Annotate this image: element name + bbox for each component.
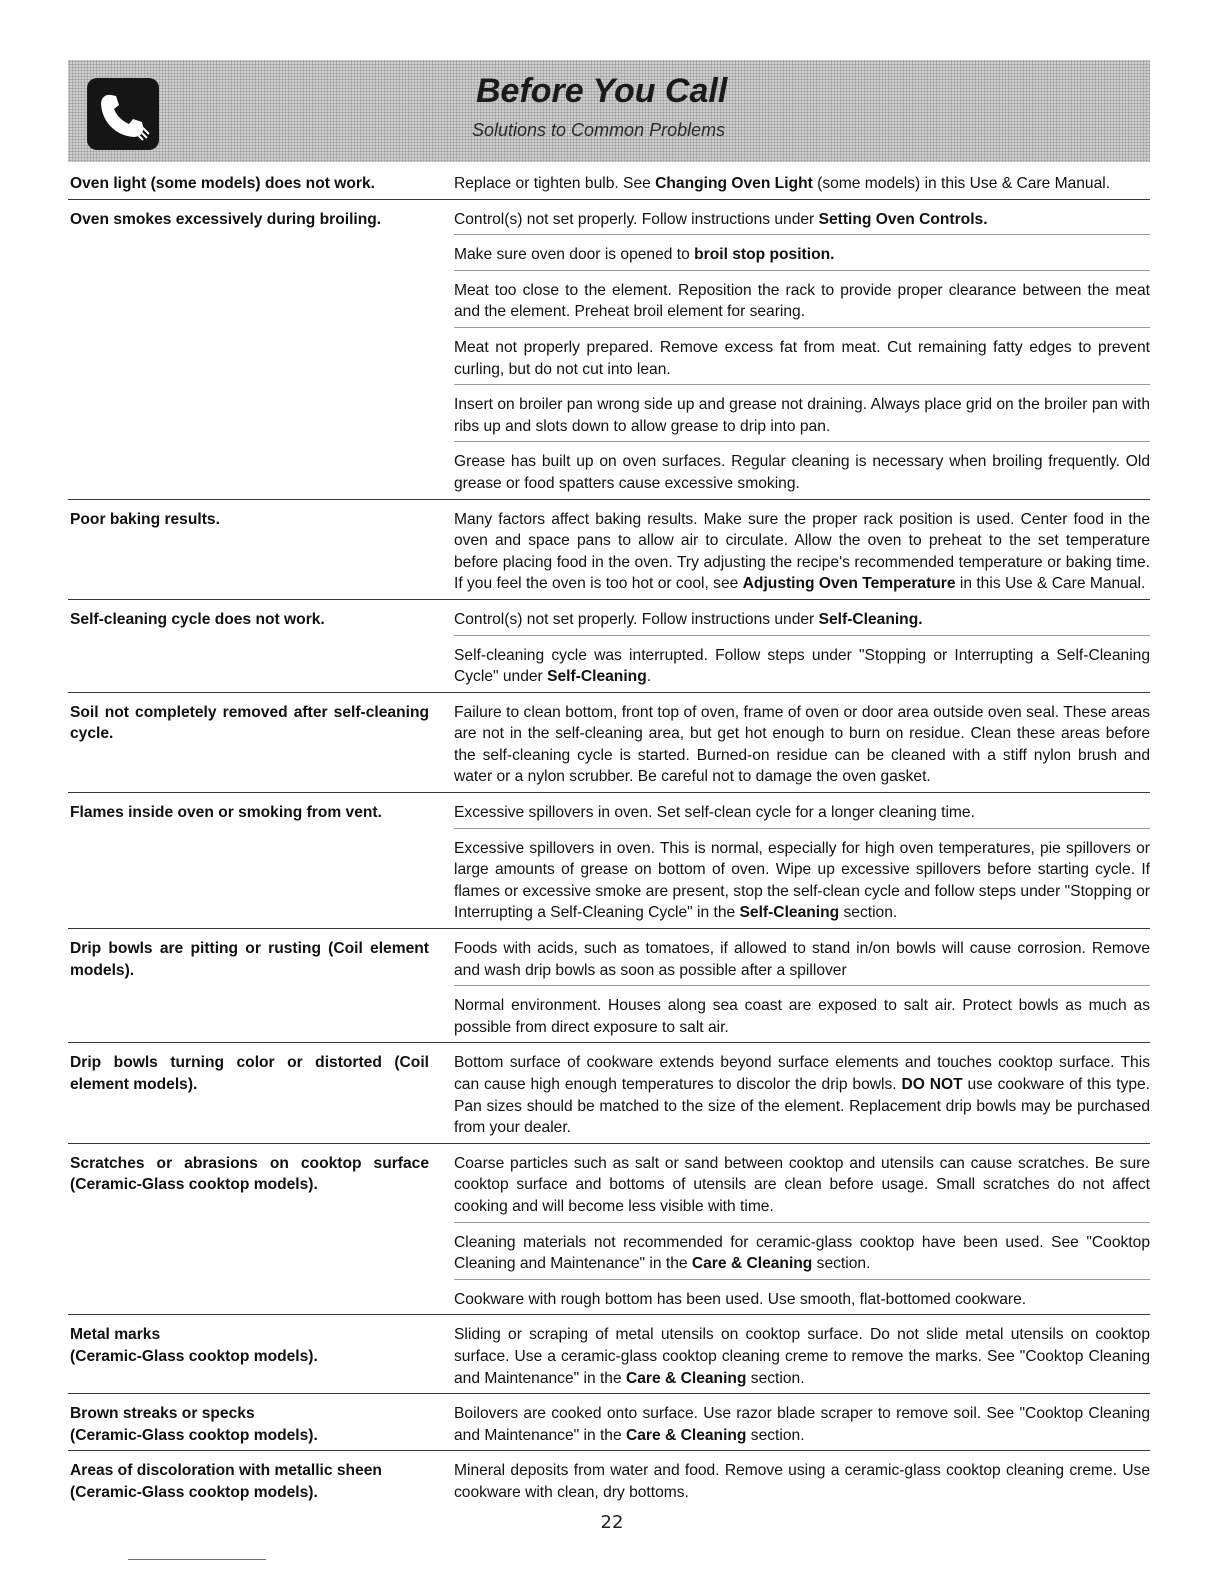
solution-text [454,838,1150,928]
footer-rule [128,1559,266,1560]
solution-segment: section. [812,1255,871,1273]
solutions-list [441,209,1150,499]
reference-text: DO NOT [901,1076,963,1093]
solution-text [454,1460,1150,1507]
table-row [68,1144,1150,1316]
problem-text: Drip bowls are pitting or rusting (Coil element models). [70,940,429,979]
solution-segment: Bottom surface of cookware extends beyond surface elements and touches cooktop surface. This can cause high enough temperatures to discolor the drip bowls. [454,1054,1150,1093]
solution-text [454,1153,1150,1223]
page-number: 22 [600,1512,624,1533]
solution-text [454,1232,1150,1280]
reference-text: Care & Cleaning [691,1255,813,1273]
solution-text [454,451,1150,498]
solution-segment: Meat not properly prepared. Remove excess fat from meat. Cut remaining fatty edges to prevent curling, but do not cut into lean. [454,338,1150,378]
solution-segment: Meat too close to the element. Reposition the rack to provide proper clearance between the meat and the element. Preheat broil element for searing. [454,281,1150,321]
solutions-list [441,802,1150,928]
solutions-list [441,1052,1150,1142]
reference-text: Care & Cleaning [626,1369,747,1387]
problem-text: Brown streaks or specks (Ceramic-Glass cooktop models). [70,1405,318,1444]
solution-segment: Excessive spillovers in oven. Set self-clean cycle for a longer cleaning time. [454,804,975,822]
table-row [68,1394,1150,1451]
telephone-icon [87,78,159,150]
table-row [68,173,1150,200]
reference-text: Care & Cleaning [626,1426,747,1444]
solution-segment: . [646,668,652,686]
solutions-list [441,609,1150,692]
solution-segment: Excessive spillovers in oven. This is normal, especially for high oven temperatures, pie spillovers or large amounts of grease on bottom of oven. Wipe up excessive spillovers before starting cycle. If flames or excessive smoke are present, stop the self-clean cycle and follow steps under "Stopping or Interrupting a Self-Cleaning Cycle" in the [454,839,1150,922]
problem-text: Oven light (some models) does not work. [70,175,375,192]
reference-text: Adjusting Oven Temperature [742,575,956,593]
solution-segment: Mineral deposits from water and food. Remove using a ceramic-glass cooktop cleaning creme. Use cookware with clean, dry bottoms. [454,1462,1150,1501]
table-row [68,500,1150,600]
solution-text [454,509,1150,599]
page-title: Before You Call [476,72,728,110]
problem-text: Poor baking results. [70,510,220,528]
problem-text: Self-cleaning cycle does not work. [70,610,325,628]
solution-text [454,173,1150,199]
solution-segment: section. [839,904,898,922]
solution-text [454,1289,1150,1315]
troubleshooting-table [68,173,1150,1508]
table-row [68,1451,1150,1507]
solution-text [454,645,1150,692]
solution-segment: Foods with acids, such as tomatoes, if allowed to stand in/on bowls will cause corrosion. Remove and wash drip bowls as soon as possible after a spillover [454,940,1150,979]
solution-segment: Control(s) not set properly. Follow instructions under [454,610,819,628]
solution-text [454,802,1150,829]
table-row [68,200,1150,500]
solutions-list [441,938,1150,1042]
solution-segment: Insert on broiler pan wrong side up and grease not draining. Always place grid on the broiler pan with ribs up and slots down to allow grease to drip into pan. [454,396,1150,435]
problem-text: Flames inside oven or smoking from vent. [70,804,382,822]
reference-text: Self-Cleaning [547,668,647,686]
solution-segment: Coarse particles such as salt or sand between cooktop and utensils can cause scratches. Be sure cooktop surface and bottoms of utensils are clean before usage. Small scratches do not affect cooking and will become less visible with time. [454,1154,1150,1215]
solution-segment: Replace or tighten bulb. See [454,175,656,192]
solutions-list [441,1403,1150,1450]
reference-text: broil stop position. [694,246,835,264]
solution-segment: Cookware with rough bottom has been used. Use smooth, flat-bottomed cookware. [454,1290,1027,1308]
solution-text [454,394,1150,442]
solutions-list [441,1324,1150,1393]
solution-text [454,1403,1150,1450]
solution-segment: Control(s) not set properly. Follow instructions under [454,210,819,228]
problem-text: Oven smokes excessively during broiling. [70,210,382,228]
solution-segment: section. [746,1369,805,1387]
solution-text [454,244,1150,271]
solution-segment: Cleaning materials not recommended for ceramic-glass cooktop have been used. See "Cooktop Cleaning and Maintenance" in the [454,1233,1150,1273]
solution-segment: use cookware of this type. Pan sizes should be matched to the size of the element. Replacement drip bowls may be purchased from your dealer. [454,1076,1151,1137]
problem-text: Metal marks (Ceramic-Glass cooktop models). [70,1326,318,1365]
solution-text [454,1052,1150,1142]
solutions-list [441,173,1150,199]
solution-text [454,702,1150,792]
solution-segment: Sliding or scraping of metal utensils on cooktop surface. Do not slide metal utensils on cooktop surface. Use a ceramic-glass cooktop cleaning creme to remove the marks. See "Cooktop Cleaning and Maintenance" in the [454,1326,1150,1387]
problem-text: Drip bowls turning color or distorted (Coil element models). [70,1054,429,1093]
solution-segment: in this Use & Care Manual. [955,575,1146,593]
solution-segment: Failure to clean bottom, front top of oven, frame of oven or door area outside oven seal. These areas are not in the self-cleaning area, but get hot enough to burn on residue. Clean these areas before the self-cleaning cycle is started. Burned-on residue can be cleaned with a stiff nylon brush and water or a nylon scrubber. Be careful not to damage the oven gasket. [454,703,1150,786]
solution-text [454,209,1150,236]
problem-text: Soil not completely removed after self-cleaning cycle. [70,703,429,743]
table-row [68,793,1150,929]
table-row [68,600,1150,693]
solution-segment: Boilovers are cooked onto surface. Use razor blade scraper to remove soil. See "Cooktop Cleaning and Maintenance" in the [454,1405,1150,1444]
solution-text [454,938,1150,986]
solution-segment: Grease has built up on oven surfaces. Regular cleaning is necessary when broiling frequently. Old grease or food spatters cause excessive smoking. [454,453,1150,492]
solutions-list [441,702,1150,792]
solutions-list [441,1460,1150,1507]
problem-text: Areas of discoloration with metallic sheen (Ceramic-Glass cooktop models). [70,1462,382,1501]
solution-segment: section. [746,1426,805,1444]
solution-segment: Many factors affect baking results. Make sure the proper rack position is used. Center food in the oven and space pans to allow air to circulate. Allow the oven to preheat to the set temperature before placing food in the oven. Try adjusting the recipe's recommended temperature or baking time. If you feel the oven is too hot or cool, see [454,510,1150,593]
solution-segment: Normal environment. Houses along sea coast are exposed to salt air. Protect bowls as much as possible from direct exposure to salt air. [454,997,1150,1036]
solution-text [454,280,1150,328]
solution-segment: (some models) in this Use & Care Manual. [812,175,1111,192]
reference-text: Self-Cleaning. [818,610,923,628]
problem-text: Scratches or abrasions on cooktop surface (Ceramic-Glass cooktop models). [70,1154,429,1194]
page-subtitle: Solutions to Common Problems [472,120,726,140]
solutions-list [441,1153,1150,1315]
solution-text [454,995,1150,1042]
solution-segment: Self-cleaning cycle was interrupted. Follow steps under "Stopping or Interrupting a Self-Cleaning Cycle" under [454,646,1150,686]
header-banner [68,60,1150,162]
table-row [68,693,1150,793]
table-row [68,929,1150,1043]
reference-text: Changing Oven Light [655,175,813,192]
solution-segment: Make sure oven door is opened to [454,246,695,264]
solution-text [454,1324,1150,1393]
reference-text: Setting Oven Controls. [818,210,988,228]
solutions-list [441,509,1150,599]
solution-text [454,337,1150,385]
table-row [68,1315,1150,1394]
reference-text: Self-Cleaning [739,904,840,922]
table-row [68,1043,1150,1143]
solution-text [454,609,1150,636]
